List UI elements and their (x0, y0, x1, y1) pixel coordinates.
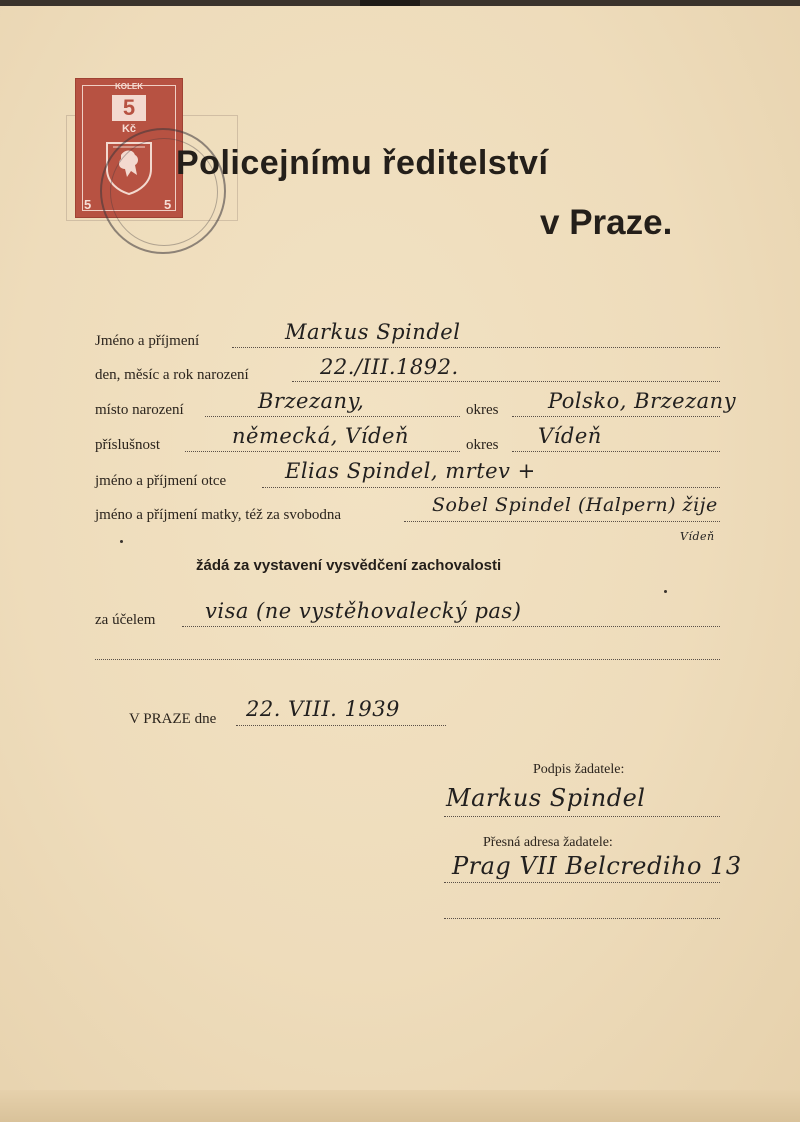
mother-name-note: Vídeň (680, 530, 715, 543)
scan-top-edge (0, 0, 800, 6)
birth-place-line (205, 416, 460, 417)
paper-bottom-edge (0, 1090, 800, 1122)
purpose-line-2 (95, 659, 720, 660)
signature-line (444, 816, 720, 817)
name-value: Markus Spindel (285, 320, 461, 344)
birth-date-label: den, měsíc a rok narození (95, 367, 249, 383)
citizenship-district-line (512, 451, 720, 452)
birth-place-label: místo narození (95, 402, 184, 418)
birth-district-label: okres (466, 402, 499, 418)
address-label: Přesná adresa žadatele: (483, 835, 613, 850)
mother-name-label: jméno a příjmení matky, též za svobodna (95, 507, 342, 523)
mother-name-value: Sobel Spindel (Halpern) žije (432, 494, 718, 516)
birth-date-value: 22./III.1892. (320, 355, 459, 379)
signature-label: Podpis žadatele: (533, 762, 625, 777)
address-value: Prag VII Belcrediho 13 (452, 852, 742, 880)
birth-district-line (512, 416, 720, 417)
father-name-value: Elias Spindel, mrtev + (285, 459, 536, 483)
stamp-value: 5 (112, 95, 146, 121)
stamp-top-text: KOLEK (115, 82, 143, 91)
date-value: 22. VIII. 1939 (246, 697, 400, 721)
father-name-line (262, 487, 720, 488)
paper-speck (664, 590, 667, 593)
birth-district-value: Polsko, Brzezany (548, 389, 737, 413)
address-line (444, 882, 720, 883)
paper-speck (120, 540, 123, 543)
signature-value: Markus Spindel (446, 784, 646, 812)
purpose-label: za účelem (95, 612, 156, 628)
name-label: Jméno a příjmení (95, 333, 200, 349)
purpose-line (182, 626, 720, 627)
mother-name-line (404, 521, 720, 522)
request-title: žádá za vystavení vysvědčení zachovalosti (196, 557, 502, 574)
birth-place-value: Brzezany, (258, 389, 365, 413)
date-line (236, 725, 446, 726)
addressee-title: Policejnímu ředitelství (176, 144, 549, 182)
stamp-corner-left: 5 (84, 197, 92, 212)
father-name-label: jméno a příjmení otce (95, 473, 227, 489)
citizenship-value: německá, Vídeň (232, 424, 409, 448)
address-line-2 (444, 918, 720, 919)
citizenship-label: příslušnost (95, 437, 161, 453)
citizenship-district-value: Vídeň (538, 424, 602, 448)
stamp-currency: Kč (121, 123, 137, 135)
addressee-city: v Praze. (540, 203, 673, 242)
date-label: V PRAZE dne (129, 711, 217, 727)
stamp-corner-right: 5 (164, 197, 172, 212)
citizenship-line (185, 451, 460, 452)
citizenship-district-label: okres (466, 437, 499, 453)
purpose-value: visa (ne vystěhovalecký pas) (205, 599, 522, 623)
name-line (232, 347, 720, 348)
birth-date-line (292, 381, 720, 382)
